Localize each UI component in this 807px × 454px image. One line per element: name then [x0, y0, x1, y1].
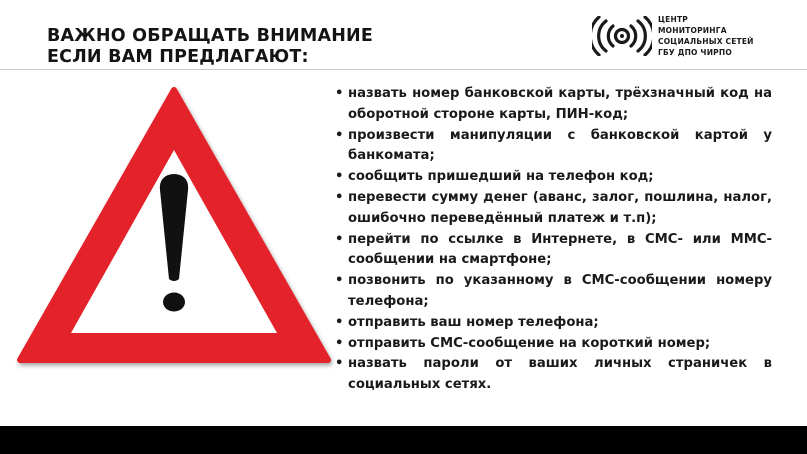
- bullet: •: [335, 335, 344, 351]
- list-item-text: назвать номер банковской карты, трёхзначный код на оборотной стороне карты, ПИН-код;: [348, 86, 772, 122]
- list-item-text: перевести сумму денег (аванс, залог, пошлина, налог, ошибочно переведённый платеж и т.п);: [348, 189, 772, 226]
- title-line-2: ЕСЛИ ВАМ ПРЕДЛАГАЮТ:: [47, 47, 309, 67]
- list-item: [335, 84, 772, 126]
- warning-list: [335, 84, 772, 396]
- list-item: [335, 126, 772, 168]
- list-item: [335, 313, 772, 334]
- list-item-text: произвести манипуляции с банковской картой у банкомата;: [348, 127, 772, 164]
- org-branding: [592, 14, 754, 58]
- list-item: [335, 230, 772, 272]
- broadcast-signal-icon: [592, 16, 652, 56]
- bullet: •: [335, 127, 344, 143]
- list-item: [335, 354, 772, 396]
- list-item-text: назвать пароли от ваших личных страничек в социальных сетях.: [348, 356, 772, 393]
- title-line-1: ВАЖНО ОБРАЩАТЬ ВНИМАНИЕ: [47, 26, 374, 46]
- page-title: [47, 26, 373, 68]
- warning-exclamation-icon: [14, 86, 334, 376]
- list-item: [335, 334, 772, 355]
- bullet: •: [335, 189, 344, 205]
- list-item-text: перейти по ссылке в Интернете, в СМС- или ММС-сообщении на смартфоне;: [348, 231, 772, 268]
- footer-bar: [0, 426, 807, 454]
- list-item: [335, 188, 772, 230]
- list-item-text: позвонить по указанному в СМС-сообщении номеру телефона;: [348, 273, 772, 309]
- list-item: [335, 167, 772, 188]
- exclamation-dot: [163, 293, 185, 312]
- bullet: •: [335, 86, 344, 101]
- list-item-text: отправить ваш номер телефона;: [348, 314, 599, 330]
- bullet: •: [335, 231, 344, 247]
- bullet: •: [335, 314, 344, 330]
- bullet: •: [335, 356, 344, 372]
- org-name-line-4: ГБУ ДПО ЧИРПО: [658, 48, 732, 57]
- org-name: [658, 14, 754, 58]
- org-name-line-2: МОНИТОРИНГА: [658, 26, 727, 35]
- list-item-text: отправить СМС-сообщение на короткий номер;: [348, 335, 711, 351]
- org-name-line-1: ЦЕНТР: [658, 15, 688, 24]
- org-name-line-3: СОЦИАЛЬНЫХ СЕТЕЙ: [658, 37, 754, 46]
- list-item: [335, 271, 772, 313]
- header-divider: [0, 69, 807, 70]
- bullet: •: [335, 169, 344, 185]
- list-item-text: сообщить пришедший на телефон код;: [348, 169, 654, 185]
- bullet: •: [335, 273, 344, 289]
